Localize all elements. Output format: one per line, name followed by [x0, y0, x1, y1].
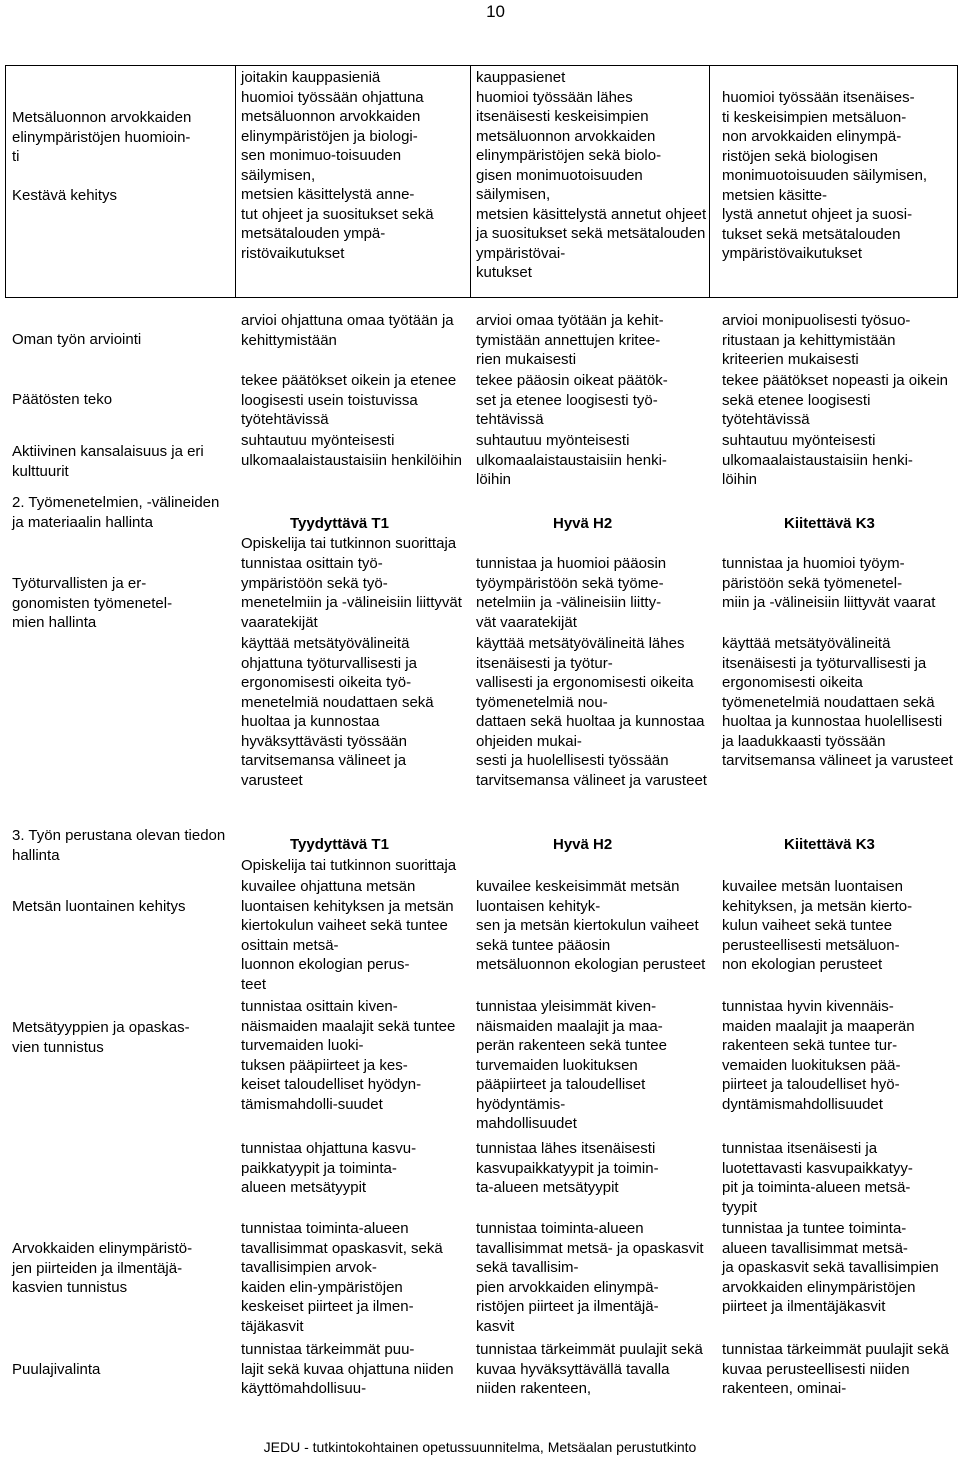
criterion-label: Työturvallisten ja er- gonomisten työmenetel- mien hallinta: [12, 575, 173, 631]
criterion-excellent: tekee päätökset nopeasti ja oikein sekä etenee loogisesti työtehtävissä: [722, 372, 948, 428]
criterion-excellent: kuvailee metsän luontaisen kehityksen, ja metsän kierto- kulun vaiheet sekä tuntee perusteellisesti metsäluon- non ekologian perusteet: [722, 878, 913, 973]
criterion-excellent: tunnistaa ja huomioi työym- päristöön sekä työmenetel- miin ja -välineisiin liittyvät vaarat: [722, 555, 936, 611]
criterion-satisfactory: tunnistaa ohjattuna kasvu- paikkatyypit ja toiminta- alueen metsätyypit: [241, 1140, 417, 1196]
criterion-good: kuvailee keskeisimmät metsän luontaisen kehityk- sen ja metsän kiertokulun vaiheet sekä tuntee pääosin metsäluonnon ekologian perusteet: [476, 878, 706, 973]
criterion-good: tunnistaa lähes itsenäisesti kasvupaikkatyypit ja toimin- ta-alueen metsätyypit: [476, 1140, 659, 1196]
criterion-excellent: tunnistaa itsenäisesti ja luotettavasti kasvupaikkatyy- pit ja toiminta-alueen metsä- tyypit: [722, 1140, 913, 1216]
top-row-good: kauppasienet huomioi työssään lähes itsenäisesti keskeisimpien metsäluonnon arvokkaiden elinympäristöjen sekä biolo- gisen monimuotoisuuden säilymisen, metsien käsittelystä annetut ohjeet ja suositukset sekä metsätalouden ympäristövai- kutukset: [476, 69, 707, 281]
page-footer: JEDU - tutkintokohtainen opetussuunnitelma, Metsäalan perustutkinto: [263, 1439, 697, 1455]
grade-heading: Kiitettävä K3: [784, 836, 875, 853]
section-title: 3. Työn perustana olevan tiedon hallinta: [12, 827, 226, 864]
column-divider: [470, 65, 471, 298]
row-divider: [5, 297, 958, 298]
criterion-excellent: suhtautuu myönteisesti ulkomaalaistaustaisiin henki- löihin: [722, 432, 913, 488]
criterion-satisfactory: käyttää metsätyövälineitä ohjattuna työturvallisesti ja ergonomisesti oikeita työ- menetelmiä noudattaen sekä huoltaa ja kunnostaa hyväksyttävästi työssään tarvitsemansa välineet ja varusteet: [241, 635, 434, 789]
top-row-satisfactory: joitakin kauppasieniä huomioi työssään ohjattuna metsäluonnon arvokkaiden elinympäristöjen ja biologi- sen monimuo-toisuuden säilymisen, metsien käsittelystä anne- tut ohjeet ja suositukset sekä metsätalouden ympä- ristövaikutukset: [241, 69, 434, 262]
criterion-label: Aktiivinen kansalaisuus ja eri kulttuurit: [12, 443, 204, 480]
criterion-good: tunnistaa tärkeimmät puulajit sekä kuvaa hyväksyttävällä tavalla niiden rakenteen,: [476, 1341, 703, 1397]
grade-heading: Hyvä H2: [553, 515, 613, 532]
criterion-excellent: tunnistaa ja tuntee toiminta- alueen tavallisimmat metsä- ja opaskasvit sekä tavallisimpien arvokkaiden elinympäristöjen piirteet ja ilmentäjäkasvit: [722, 1220, 939, 1315]
criterion-good: tunnistaa yleisimmät kiven- näismaiden maalajit ja maa- perän rakenteen sekä tuntee turvemaiden luokituksen pääpiirteet ja taloudelliset hyödyntämis- mahdollisuudet: [476, 998, 667, 1132]
grade-heading: Tyydyttävä T1: [290, 836, 389, 853]
table-left-border: [5, 65, 6, 298]
criterion-label: Metsätyyppien ja opaskas- vien tunnistus: [12, 1019, 190, 1056]
top-row-left-label: Metsäluonnon arvokkaiden elinympäristöjen huomioin- ti Kestävä kehitys: [12, 109, 192, 204]
criterion-satisfactory: tekee päätökset oikein ja etenee loogisesti usein toistuvissa työtehtävissä: [241, 372, 457, 428]
criterion-satisfactory: tunnistaa toiminta-alueen tavallisimmat opaskasvit, sekä tavallisimpien arvok- kaiden elin-ympäristöjen keskeiset piirteet ja ilmen- täjäkasvit: [241, 1220, 443, 1335]
criterion-excellent: käyttää metsätyövälineitä itsenäisesti ja työturvallisesti ja ergonomisesti oikeita työmenetelmiä noudattaen sekä huoltaa ja kunnostaa huolellisesti ja laadukkaasti työssään tarvitsemansa välineet ja varusteet: [722, 635, 953, 769]
criterion-excellent: tunnistaa tärkeimmät puulajit sekä kuvaa perusteellisesti niiden rakenteen, ominai-: [722, 1341, 949, 1397]
criterion-satisfactory: suhtautuu myönteisesti ulkomaalaistaustaisiin henkilöihin: [241, 432, 462, 469]
criterion-good: suhtautuu myönteisesti ulkomaalaistaustaisiin henki- löihin: [476, 432, 667, 488]
page-number: 10: [486, 2, 505, 21]
criterion-label: Päätösten teko: [12, 391, 113, 408]
table-top-border: [5, 65, 958, 66]
grade-heading: Hyvä H2: [553, 836, 613, 853]
criterion-label: Oman työn arviointi: [12, 331, 142, 348]
criterion-satisfactory: arvioi ohjattuna omaa työtään ja kehittymistään: [241, 312, 454, 349]
grade-heading: Tyydyttävä T1: [290, 515, 389, 532]
criterion-good: tekee pääosin oikeat päätök- set ja etenee loogisesti työ- tehtävissä: [476, 372, 668, 428]
top-row-excellent: huomioi työssään itsenäises- ti keskeisimpien metsäluon- non arvokkaiden elinympä- ristöjen sekä biologisen monimuotoisuuden säilymisen, metsien käsitte- lystä annetut ohjeet ja suosi- tukset sekä metsätalouden ympäristövaikutukset: [722, 89, 928, 262]
criterion-excellent: arvioi monipuolisesti työsuo- ritustaan ja kehittymistään kriteerien mukaisesti: [722, 312, 911, 368]
column-divider: [709, 65, 710, 298]
criterion-satisfactory: tunnistaa tärkeimmät puu- lajit sekä kuvaa ohjattuna niiden käyttömahdollisuu-: [241, 1341, 454, 1397]
section-title: 2. Työmenetelmien, -välineiden ja materiaalin hallinta: [12, 494, 220, 531]
criterion-label: Puulajivalinta: [12, 1361, 101, 1378]
criterion-good: tunnistaa ja huomioi pääosin työympäristöön sekä työme- netelmiin ja -välineisiin liitty- vät vaaratekijät: [476, 555, 667, 631]
section-subheading: Opiskelija tai tutkinnon suorittaja: [241, 857, 457, 874]
criterion-satisfactory: kuvailee ohjattuna metsän luontaisen kehityksen ja metsän kiertokulun vaiheet sekä tuntee osittain metsä- luonnon ekologian perus- teet: [241, 878, 454, 993]
criterion-satisfactory: tunnistaa osittain työ- ympäristöön sekä työ- menetelmiin ja -välineisiin liittyvät vaaratekijät: [241, 555, 462, 631]
criterion-label: Arvokkaiden elinympäristö- jen piirteiden ja ilmentäjä- kasvien tunnistus: [12, 1240, 193, 1296]
criterion-excellent: tunnistaa hyvin kivennäis- maiden maalajit ja maaperän rakenteen sekä tuntee tur- vemaiden luokituksen pää- piirteet ja taloudelliset hyö- dyntämismahdollisuudet: [722, 998, 915, 1113]
section-subheading: Opiskelija tai tutkinnon suorittaja: [241, 535, 457, 552]
criterion-label: Metsän luontainen kehitys: [12, 898, 186, 915]
column-divider: [235, 65, 236, 298]
criterion-satisfactory: tunnistaa osittain kiven- näismaiden maalajit sekä tuntee turvemaiden luoki- tuksen pääpiirteet ja kes- keiset taloudelliset hyödyn- tämismahdolli-suudet: [241, 998, 456, 1113]
grade-heading: Kiitettävä K3: [784, 515, 875, 532]
criterion-good: tunnistaa toiminta-alueen tavallisimmat metsä- ja opaskasvit sekä tavallisim- pien arvokkaiden elinympä- ristöjen piirteet ja ilmentäjä- kasvit: [476, 1220, 704, 1335]
criterion-good: käyttää metsätyövälineitä lähes itsenäisesti ja työtur- vallisesti ja ergonomisesti oikeita työmenetelmiä nou- dattaen sekä huoltaa ja kunnostaa ohjeiden mukai- sesti ja huolellisesti työssään tarvitsemansa välineet ja varusteet: [476, 635, 707, 789]
criterion-good: arvioi omaa työtään ja kehit- tymistään annettujen kritee- rien mukaisesti: [476, 312, 664, 368]
table-right-border: [957, 65, 958, 298]
